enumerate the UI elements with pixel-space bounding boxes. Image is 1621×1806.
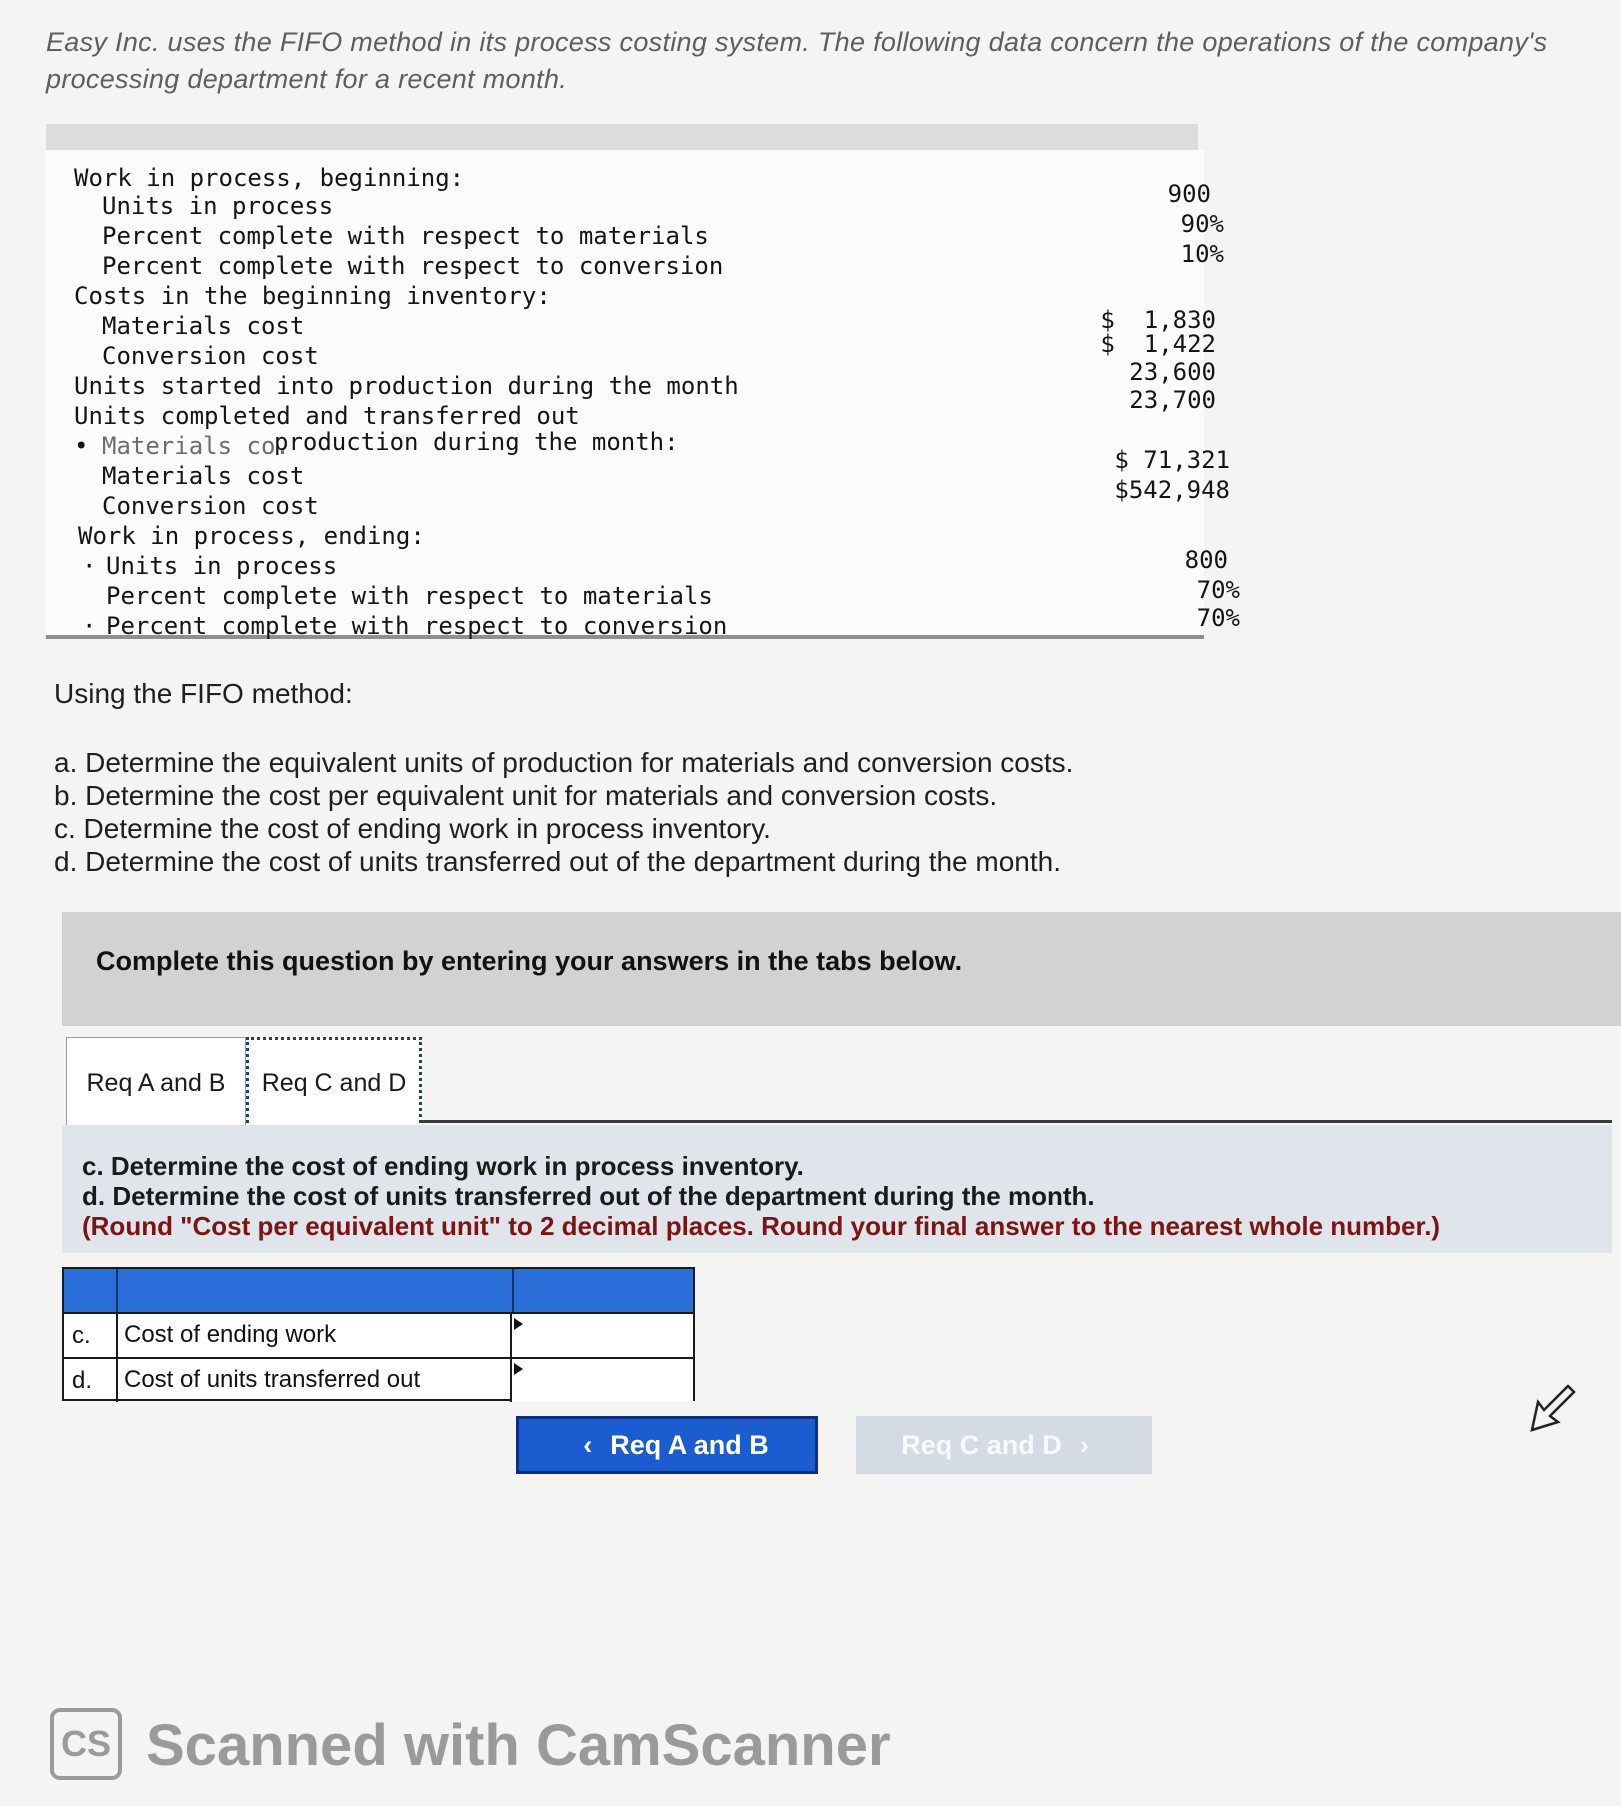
data-label: Materials cost [102,462,305,490]
answer-table-header [64,1269,693,1314]
data-label: Percent complete with respect to conversion [102,252,724,280]
data-value: $542,948 [1114,476,1230,504]
data-label: Work in process, ending: [78,522,425,550]
requirement-a: a. Determine the equivalent units of production for materials and conversion costs. [54,747,1074,778]
problem-intro [46,24,1606,98]
data-row [46,240,1224,282]
prev-tab-button[interactable] [516,1416,818,1474]
bullet-dot: · [82,552,97,580]
next-tab-button[interactable] [856,1416,1152,1474]
data-row [46,210,1224,252]
data-row [46,164,1204,194]
mouse-cursor-icon [1524,1380,1584,1440]
data-label: Percent complete with respect to conversion [106,612,728,640]
data-row [46,180,1211,222]
input-marker-icon [514,1363,523,1375]
row-label: Cost of ending work [116,1314,512,1357]
cost-transferred-out-input[interactable] [512,1359,693,1402]
data-label: Materials cost [102,312,305,340]
data-row [46,428,1204,462]
requirement-d: d. Determine the cost of units transferred out of the department during the month. [54,846,1062,877]
next-tab-label: Req C and D [901,1429,1062,1460]
chevron-left-icon: ‹ [583,1429,593,1460]
tab-req-a-and-b[interactable]: Req A and B [66,1037,246,1129]
instruction-banner [62,912,1621,1026]
requirement-c: c. Determine the cost of ending work in process inventory. [54,813,771,844]
data-label: Work in process, beginning: [74,164,465,192]
data-value: $ 71,321 [1114,446,1230,474]
row-letter: c. [72,1322,91,1349]
data-label: production during the month: [274,428,679,456]
data-label: Percent complete with respect to materials [106,582,713,610]
instruction-c: c. Determine the cost of ending work in process inventory. [82,1151,804,1181]
row-label: Cost of units transferred out [116,1359,512,1402]
data-label: Costs in the beginning inventory: [74,282,551,310]
camscanner-watermark: Scanned with CamScanner [146,1713,891,1778]
tab-req-c-and-d[interactable]: Req C and D [246,1037,422,1129]
intro-line-1: Easy Inc. uses the FIFO method in its process costing system. The following data concern the operations of the company's [46,27,1548,57]
banner-text: Complete this question by entering your answers in the tabs below. [96,946,963,976]
bullet-dot: • [74,432,89,460]
chevron-right-icon: › [1079,1429,1089,1460]
data-table-header [46,124,1198,150]
data-label: Units in process [102,192,334,220]
data-row [46,306,1216,342]
data-row [46,282,1204,312]
row-letter: d. [72,1367,93,1394]
data-label: Units completed and transferred out [74,402,580,430]
data-value: 90% [1180,210,1224,238]
intro-line-2: processing department for a recent month. [46,64,568,94]
data-value: $ 1,422 [1100,330,1216,358]
data-value: 70% [1196,604,1240,632]
fifo-intro: Using the FIFO method: [54,678,353,709]
data-label: Conversion cost [102,342,319,370]
requirement-b: b. Determine the cost per equivalent unit for materials and conversion costs. [54,780,998,811]
data-row [46,604,1240,642]
answer-row-d [64,1359,693,1402]
requirements-list [54,746,1354,878]
data-label: Percent complete with respect to materials [102,222,709,250]
data-row [46,522,1204,552]
data-table [46,150,1240,640]
header-cell [64,1269,118,1312]
data-label: Units in process [106,552,338,580]
instruction-d: d. Determine the cost of units transferred out of the department during the month. [82,1181,1095,1211]
rounding-note: (Round "Cost per equivalent unit" to 2 decimal places. Round your final answer to the nearest whole number.) [82,1211,1441,1241]
answer-table [62,1267,695,1401]
bullet-dot: · [82,612,97,640]
cost-ending-wip-input[interactable] [512,1314,693,1357]
data-value: 23,600 [1129,358,1216,386]
header-cell [116,1269,514,1312]
data-value: 70% [1196,576,1240,604]
obscured-label-prefix: Materials co. [102,432,290,460]
data-value: 800 [1184,546,1228,574]
data-value: 23,700 [1129,386,1216,414]
instructions-panel [62,1125,1612,1253]
data-value: 900 [1167,180,1211,208]
data-value: 10% [1180,240,1224,268]
data-label: Units started into production during the month [74,372,739,400]
tab-underline [422,1120,1612,1123]
camscanner-logo: CS [50,1708,122,1780]
data-label: Conversion cost [102,492,319,520]
data-row [46,576,1240,612]
input-marker-icon [514,1318,523,1330]
answer-row-c [64,1314,693,1359]
data-row [46,546,1228,582]
prev-tab-label: Req A and B [610,1429,769,1460]
data-value: $ 1,830 [1100,306,1216,334]
